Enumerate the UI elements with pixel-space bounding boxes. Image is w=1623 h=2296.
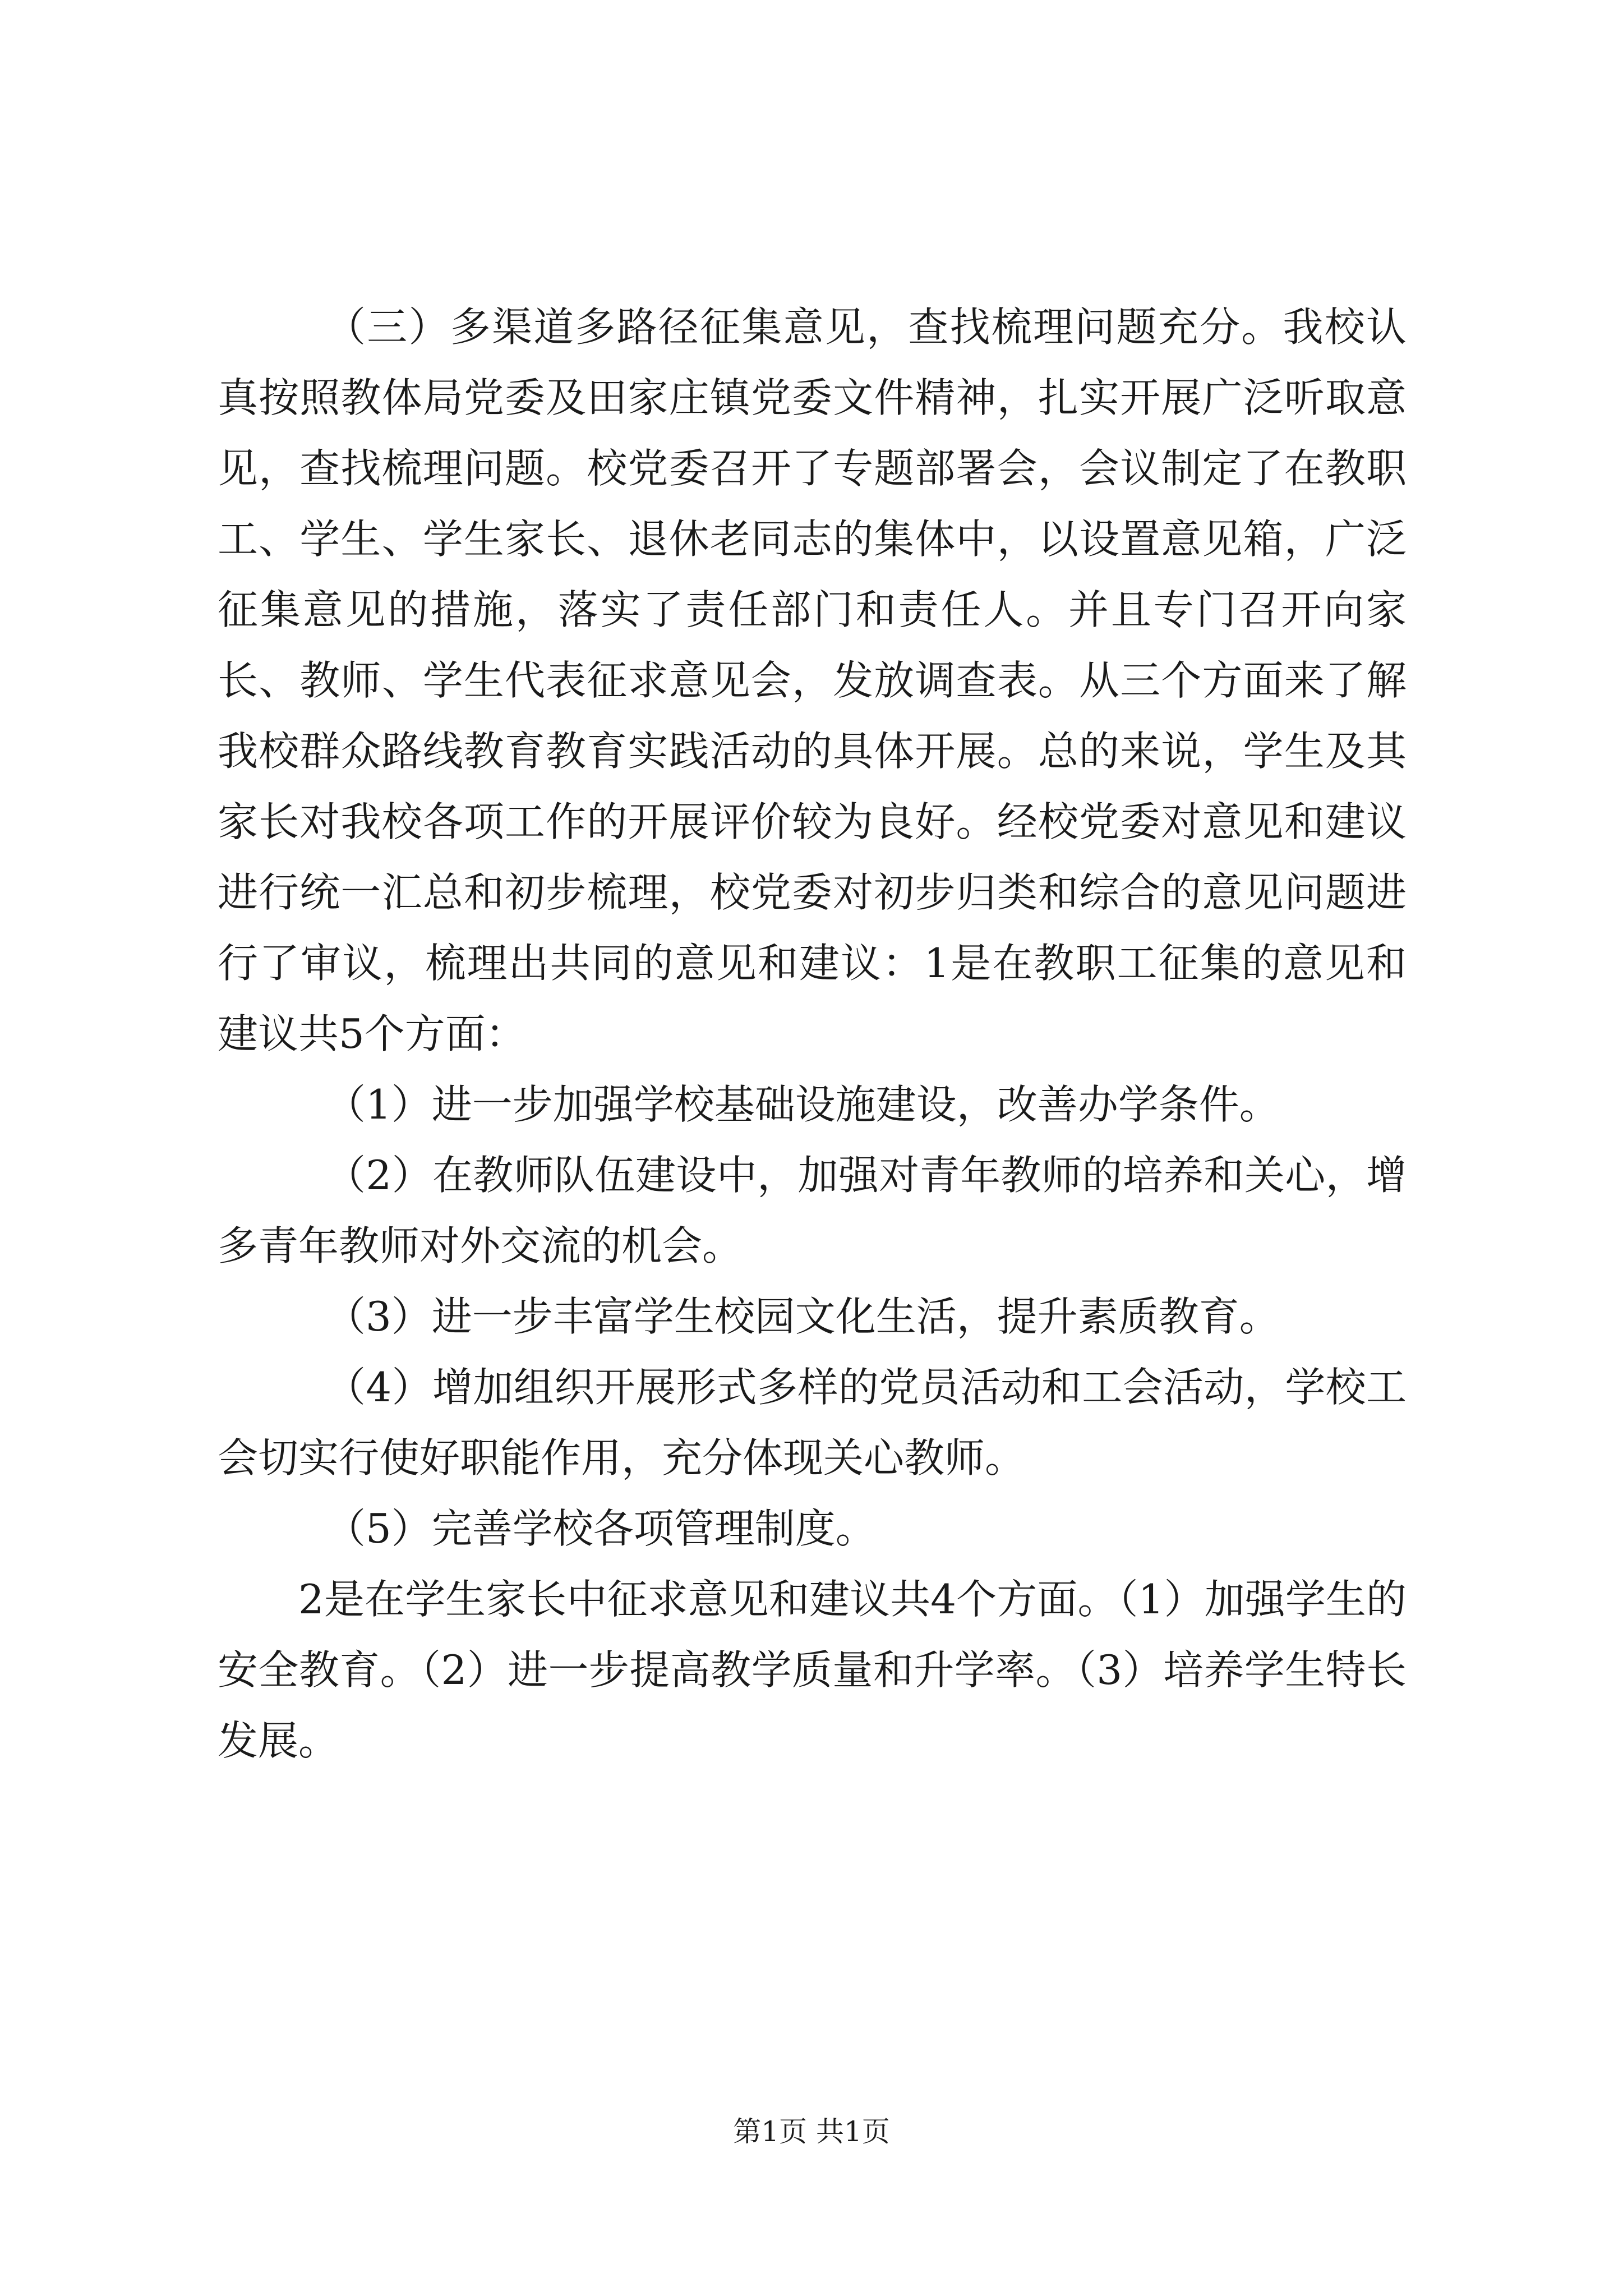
list-item-1: （1）进一步加强学校基础设施建设，改善办学条件。 xyxy=(325,1081,1280,1128)
list-item-3: （3）进一步丰富学生校园文化生活，提升素质教育。 xyxy=(325,1293,1280,1340)
paragraph-section-three: （三）多渠道多路径征集意见，查找梳理问题充分。我校认真按照教体局党委及田家庄镇党委文件精神，扎实开展广泛听取意见，查找梳理问题。校党委召开了专题部署会，会议制定了在教职工、学生、学生家长、退休老同志的集体中，以设置意见箱，广泛征集意见的措施，落实了责任部门和责任人。并且专门召开向家长、教师、学生代表征求意见会，发放调查表。从三个方面来了解我校群众路线教育教育实践活动的具体开展。总的来说，学生及其家长对我校各项工作的开展评价较为良好。经校党委对意见和建议进行统一汇总和初步梳理，校党委对初步归类和综合的意见问题进行了审议，梳理出共同的意见和建议：1是在教职工征集的意见和建议共5个方面： xyxy=(218,303,1407,1057)
paragraph-parents-feedback: 2是在学生家长中征求意见和建议共4个方面。（1）加强学生的安全教育。（2）进一步提高教学质量和升学率。（3）培养学生特长发展。 xyxy=(218,1576,1407,1764)
list-item-4: （4）增加组织开展形式多样的党员活动和工会活动，学校工会切实行使好职能作用，充分体现关心教师。 xyxy=(218,1364,1407,1481)
document-body xyxy=(218,292,1407,1776)
page-footer: 第1页 共1页 xyxy=(733,2115,890,2148)
list-item-2: （2）在教师队伍建设中，加强对青年教师的培养和关心，增多青年教师对外交流的机会。 xyxy=(218,1152,1407,1269)
list-item-5: （5）完善学校各项管理制度。 xyxy=(325,1505,876,1552)
